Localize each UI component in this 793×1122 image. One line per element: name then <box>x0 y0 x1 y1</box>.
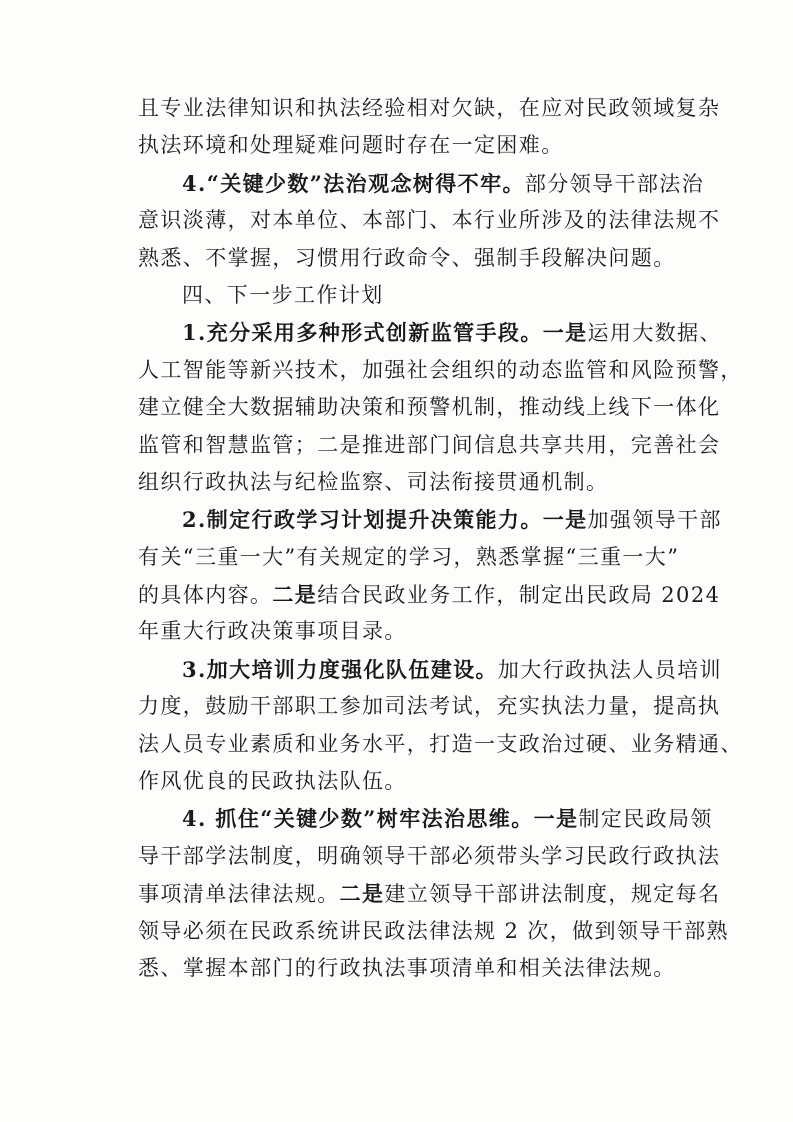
text-segment: 部分领导干部法治 <box>524 171 705 196</box>
text-segment: 制定民政局领 <box>578 807 713 832</box>
bold-text-segment: 2.制定行政学习计划提升决策能力。一是 <box>182 507 588 533</box>
text-segment: 结合民政业务工作，制定出民政局 2024 <box>317 583 721 608</box>
text-line <box>138 613 678 650</box>
bold-text-segment: 3.加大培训力度强化队伍建设。 <box>182 656 498 682</box>
text-line <box>138 763 678 800</box>
document-body <box>138 90 743 987</box>
text-line <box>138 800 713 837</box>
text-segment: 建立领导干部讲法制度，规定每名 <box>384 882 721 907</box>
text-line <box>138 950 678 987</box>
text-line <box>138 202 721 239</box>
text-line <box>138 576 721 613</box>
text-line <box>138 501 722 538</box>
text-segment: 加大行政执法人员培训 <box>497 657 722 682</box>
text-line <box>138 688 721 725</box>
text-segment: 的具体内容。 <box>138 583 273 608</box>
text-segment: 执法环境和处理疑难问题时存在一定困难。 <box>138 133 564 158</box>
text-line <box>138 427 721 464</box>
text-segment: 且专业法律知识和执法经验相对欠缺，在应对民政领域复杂 <box>138 96 721 120</box>
text-line <box>138 90 721 127</box>
text-line <box>138 651 722 688</box>
text-segment: 运用大数据、 <box>587 321 722 346</box>
bold-text-segment: 4.“关键少数”法治观念树得不牢。 <box>182 170 525 196</box>
text-line <box>138 838 721 875</box>
text-line <box>138 314 722 351</box>
text-segment: 年重大行政决策事项目录。 <box>138 619 407 644</box>
text-line <box>138 464 678 501</box>
text-segment: 意识淡薄，对本单位、本部门、本行业所涉及的法律法规不 <box>138 208 721 233</box>
text-segment: 领导必须在民政系统讲民政法律法规 2 次，做到领导干部熟 <box>138 918 729 943</box>
text-line <box>138 127 678 164</box>
text-segment: 力度，鼓励干部职工参加司法考试，充实执法力量，提高执 <box>138 694 721 719</box>
bold-text-segment: 二是 <box>339 881 385 907</box>
text-line <box>138 539 678 576</box>
text-segment: 建立健全大数据辅助决策和预警机制，推动线上线下一体化 <box>138 395 721 420</box>
text-segment: 事项清单法律法规。 <box>138 882 340 907</box>
text-line <box>138 389 721 426</box>
bold-text-segment: 4. 抓住“关键少数”树牢法治思维。一是 <box>182 806 579 832</box>
text-segment: 监管和智慧监管；二是推进部门间信息共享共用，完善社会 <box>138 432 721 457</box>
bold-text-segment: 二是 <box>272 582 318 608</box>
text-segment: 四、下一步工作计划 <box>182 282 384 307</box>
text-segment: 加强领导干部 <box>587 508 722 533</box>
text-line <box>138 726 743 763</box>
text-line <box>138 352 743 389</box>
text-line <box>138 277 678 314</box>
text-segment: 作风优良的民政执法队伍。 <box>138 769 407 794</box>
text-line <box>138 165 705 202</box>
text-segment: 熟悉、不掌握，习惯用行政命令、强制手段解决问题。 <box>138 245 676 270</box>
text-segment: 组织行政执法与纪检监察、司法衔接贯通机制。 <box>138 469 609 494</box>
text-segment: 法人员专业素质和业务水平，打造一支政治过硬、业务精通、 <box>138 731 743 756</box>
text-segment: 有关“三重一大”有关规定的学习，熟悉掌握“三重一大” <box>138 544 680 569</box>
text-segment: 导干部学法制度，明确领导干部必须带头学习民政行政执法 <box>138 843 721 868</box>
bold-text-segment: 1.充分采用多种形式创新监管手段。一是 <box>182 320 588 346</box>
text-line <box>138 240 678 277</box>
text-segment: 悉、掌握本部门的行政执法事项清单和相关法律法规。 <box>138 955 676 980</box>
text-line <box>138 875 721 912</box>
text-line <box>138 913 729 950</box>
text-segment: 人工智能等新兴技术，加强社会组织的动态监管和风险预警， <box>138 357 743 382</box>
